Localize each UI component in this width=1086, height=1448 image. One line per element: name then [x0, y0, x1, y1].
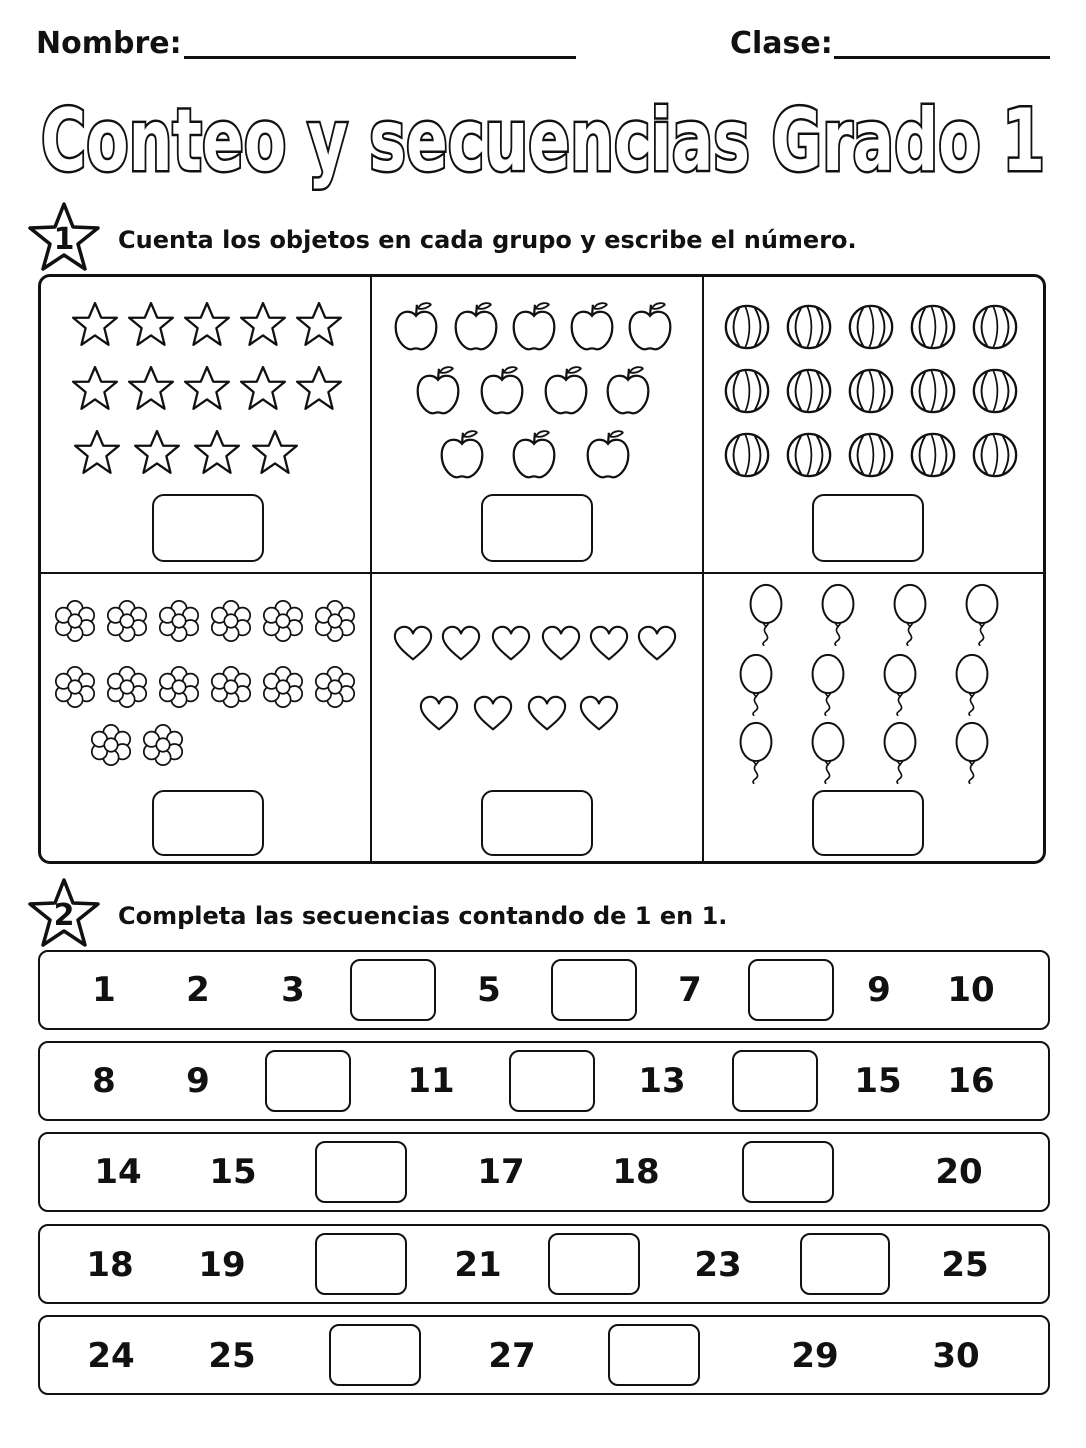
flower-icon	[260, 664, 306, 710]
heart-icon	[392, 624, 434, 664]
sequence-blank[interactable]	[350, 959, 436, 1021]
class-label: Clase:	[730, 26, 833, 61]
balloon-icon	[962, 582, 1002, 646]
apple-icon	[568, 298, 616, 354]
apple-icon	[584, 426, 632, 482]
star-icon	[294, 364, 344, 414]
sequence-blank[interactable]	[315, 1233, 407, 1295]
apple-icon	[510, 426, 558, 482]
ball-icon	[908, 366, 958, 416]
sequence-number: 11	[407, 1061, 455, 1101]
balloon-icon	[808, 652, 848, 716]
grid-divider	[702, 274, 704, 864]
heart-icon	[588, 624, 630, 664]
balloon-icon	[736, 720, 776, 784]
sequence-blank[interactable]	[265, 1050, 351, 1112]
heart-icon	[490, 624, 532, 664]
sequence-number: 14	[94, 1152, 142, 1192]
sequence-number: 2	[186, 970, 210, 1010]
ball-icon	[784, 430, 834, 480]
sequence-number: 9	[867, 970, 891, 1010]
flower-icon	[104, 664, 150, 710]
flower-icon	[104, 598, 150, 644]
sequence-blank[interactable]	[748, 959, 834, 1021]
sequence-number: 8	[92, 1061, 116, 1101]
answer-box-apples[interactable]	[481, 494, 593, 562]
grid-divider	[370, 274, 372, 864]
sequence-number: 25	[941, 1245, 989, 1285]
sequence-number: 7	[678, 970, 702, 1010]
sequence-number: 23	[694, 1245, 742, 1285]
sequence-row	[38, 1132, 1050, 1212]
sequence-number: 21	[454, 1245, 502, 1285]
sequence-blank[interactable]	[509, 1050, 595, 1112]
star-icon	[238, 364, 288, 414]
flower-icon	[312, 598, 358, 644]
answer-box-balloons[interactable]	[812, 790, 924, 856]
ball-icon	[784, 366, 834, 416]
apple-icon	[542, 362, 590, 418]
sequence-number: 15	[209, 1152, 257, 1192]
page-title-text: Conteo y secuencias Grado 1	[41, 91, 1045, 191]
sequence-blank[interactable]	[608, 1324, 700, 1386]
heart-icon	[526, 694, 568, 734]
star-icon	[238, 300, 288, 350]
star-icon	[126, 300, 176, 350]
sequence-blank[interactable]	[548, 1233, 640, 1295]
apple-icon	[478, 362, 526, 418]
flower-icon	[140, 722, 186, 768]
star-icon	[72, 428, 122, 478]
sequence-number: 19	[198, 1245, 246, 1285]
sequence-number: 15	[854, 1061, 902, 1101]
star-icon	[192, 428, 242, 478]
grid-divider	[38, 572, 1046, 574]
flower-icon	[52, 598, 98, 644]
name-label: Nombre:	[36, 26, 182, 61]
balloon-icon	[890, 582, 930, 646]
flower-icon	[208, 664, 254, 710]
sequence-number: 16	[947, 1061, 995, 1101]
heart-icon	[636, 624, 678, 664]
sequence-blank[interactable]	[551, 959, 637, 1021]
star-icon	[182, 300, 232, 350]
balloon-icon	[952, 720, 992, 784]
section-2-instruction: Completa las secuencias contando de 1 en 1.	[118, 902, 728, 930]
apple-icon	[438, 426, 486, 482]
flower-icon	[156, 598, 202, 644]
balloon-icon	[736, 652, 776, 716]
balloon-icon	[746, 582, 786, 646]
sequence-number: 9	[186, 1061, 210, 1101]
sequence-number: 24	[87, 1336, 135, 1376]
ball-icon	[970, 430, 1020, 480]
flower-icon	[260, 598, 306, 644]
star-icon	[294, 300, 344, 350]
sequence-number: 1	[92, 970, 116, 1010]
flower-icon	[312, 664, 358, 710]
name-line[interactable]	[184, 56, 576, 59]
star-icon	[250, 428, 300, 478]
sequence-number: 25	[208, 1336, 256, 1376]
flower-icon	[208, 598, 254, 644]
heart-icon	[540, 624, 582, 664]
apple-icon	[626, 298, 674, 354]
section-1-instruction: Cuenta los objetos en cada grupo y escribe el número.	[118, 226, 857, 254]
answer-box-flowers[interactable]	[152, 790, 264, 856]
heart-icon	[418, 694, 460, 734]
flower-icon	[156, 664, 202, 710]
ball-icon	[722, 430, 772, 480]
sequence-blank[interactable]	[315, 1141, 407, 1203]
answer-box-hearts[interactable]	[481, 790, 593, 856]
sequence-number: 5	[477, 970, 501, 1010]
star-icon	[126, 364, 176, 414]
ball-icon	[846, 302, 896, 352]
flower-icon	[88, 722, 134, 768]
ball-icon	[784, 302, 834, 352]
apple-icon	[604, 362, 652, 418]
sequence-blank[interactable]	[329, 1324, 421, 1386]
sequence-blank[interactable]	[800, 1233, 890, 1295]
sequence-number: 13	[638, 1061, 686, 1101]
balloon-icon	[818, 582, 858, 646]
star-icon	[70, 364, 120, 414]
section-1-number: 1	[53, 222, 75, 257]
star-icon	[70, 300, 120, 350]
answer-box-balls[interactable]	[812, 494, 924, 562]
section-2-number: 2	[53, 898, 75, 933]
class-line[interactable]	[834, 56, 1050, 59]
balloon-icon	[880, 652, 920, 716]
ball-icon	[722, 302, 772, 352]
sequence-number: 17	[477, 1152, 525, 1192]
flower-icon	[52, 664, 98, 710]
sequence-number: 3	[281, 970, 305, 1010]
balloon-icon	[808, 720, 848, 784]
sequence-blank[interactable]	[742, 1141, 834, 1203]
sequence-blank[interactable]	[732, 1050, 818, 1112]
sequence-number: 20	[935, 1152, 983, 1192]
sequence-number: 18	[86, 1245, 134, 1285]
star-icon	[182, 364, 232, 414]
balloon-icon	[952, 652, 992, 716]
apple-icon	[414, 362, 462, 418]
answer-box-stars[interactable]	[152, 494, 264, 562]
ball-icon	[846, 430, 896, 480]
heart-icon	[440, 624, 482, 664]
apple-icon	[392, 298, 440, 354]
apple-icon	[452, 298, 500, 354]
heart-icon	[578, 694, 620, 734]
ball-icon	[722, 366, 772, 416]
heart-icon	[472, 694, 514, 734]
apple-icon	[510, 298, 558, 354]
sequence-number: 27	[488, 1336, 536, 1376]
ball-icon	[970, 302, 1020, 352]
ball-icon	[846, 366, 896, 416]
sequence-number: 18	[612, 1152, 660, 1192]
sequence-number: 10	[947, 970, 995, 1010]
star-icon	[132, 428, 182, 478]
ball-icon	[908, 302, 958, 352]
ball-icon	[970, 366, 1020, 416]
ball-icon	[908, 430, 958, 480]
page-title	[0, 78, 1086, 198]
balloon-icon	[880, 720, 920, 784]
sequence-number: 29	[791, 1336, 839, 1376]
sequence-number: 30	[932, 1336, 980, 1376]
